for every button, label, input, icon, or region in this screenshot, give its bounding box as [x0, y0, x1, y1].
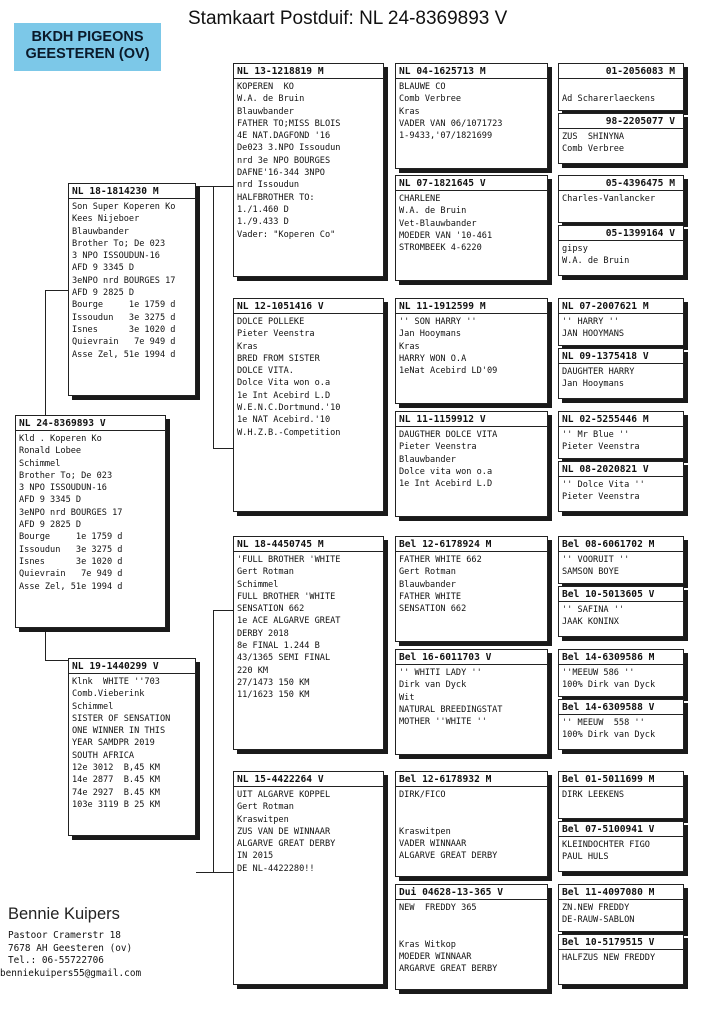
ring-number: Bel 10-5179515 V — [559, 935, 683, 950]
connector-mother-mf — [213, 610, 233, 611]
ring-number: NL 19-1440299 V — [69, 659, 195, 674]
connector-father-ff — [196, 186, 233, 187]
ring-number: Bel 07-5100941 V — [559, 822, 683, 837]
owner-contact — [0, 905, 142, 980]
ring-number: 05-1399164 V — [559, 226, 683, 241]
pigeon-details: FATHER WHITE 662 Gert Rotman Blauwbander FATHER WHITE SENSATION 662 — [399, 555, 482, 615]
ring-number: NL 13-1218819 M — [234, 64, 383, 79]
pigeon-card-g12 — [558, 699, 684, 750]
pigeon-card-g7 — [558, 411, 684, 459]
pigeon-card-g14 — [558, 821, 684, 872]
pigeon-details: NEW FREDDY 365 Kras Witkop MOEDER WINNAAR ARGARVE GREAT BERBY — [399, 903, 498, 975]
ring-number: Bel 01-5011699 M — [559, 772, 683, 787]
pigeon-card-fmf — [395, 298, 548, 404]
pigeon-card-g13 — [558, 771, 684, 819]
pigeon-card-father — [68, 183, 196, 396]
ring-number: 05-4396475 M — [559, 176, 683, 191]
pigeon-card-mff — [395, 536, 548, 642]
ring-number: Bel 14-6309586 M — [559, 650, 683, 665]
ring-number: Dui 04628-13-365 V — [396, 885, 547, 900]
pigeon-details: '' SAFINA '' JAAK KONINX — [562, 605, 625, 628]
connector-mother-vertical — [213, 610, 214, 872]
pigeon-details: Kld . Koperen Ko Ronald Lobee Schimmel Brother To; De 023 3 NPO ISSOUDUN-16 AFD 9 3345 D 3eNPO nrd BOURGES 17 AFD 9 2825 D Bourge 1e 1759 d Issoudun 3e 3275 d Isnes 3e 1020 d Quievrain 7e 949 d Asse Zel, 51e 1994 d — [19, 434, 123, 592]
ring-number: Bel 10-5013605 V — [559, 587, 683, 602]
ring-number: 98-2205077 V — [559, 114, 683, 129]
pigeon-details: Son Super Koperen Ko Kees Nijeboer Blauwbander Brother To; De 023 3 NPO ISSOUDUN-16 AFD 9 3345 D 3eNPO nrd BOURGES 17 AFD 9 2825 D Bourge 1e 1759 d Issoudun 3e 3275 d Isnes 3e 1020 d Quievrain 7e 949 d Asse Zel, 51e 1994 d — [72, 202, 176, 360]
ring-number: NL 11-1159912 V — [396, 412, 547, 427]
pigeon-card-mmm — [395, 884, 548, 990]
pigeon-card-g4 — [558, 225, 684, 276]
ring-number: NL 08-2020821 V — [559, 462, 683, 477]
pigeon-card-g1 — [558, 63, 684, 111]
ring-number: NL 11-1912599 M — [396, 299, 547, 314]
pigeon-card-ff — [233, 63, 384, 277]
pigeon-details: KLEINDOCHTER FIGO PAUL HULS — [562, 840, 650, 863]
pigeon-details: ZN.NEW FREDDY DE-RAUW-SABLON — [562, 903, 635, 926]
pigeon-details: Charles-Vanlancker — [562, 194, 656, 204]
pigeon-card-mmf — [395, 771, 548, 877]
pigeon-card-mother — [68, 658, 196, 836]
pigeon-details: UIT ALGARVE KOPPEL Gert Rotman Kraswitpen ZUS VAN DE WINNAAR ALGARVE GREAT DERBY IN 2015 DE NL-4422280!! — [237, 790, 336, 874]
pigeon-details: 'FULL BROTHER 'WHITE Gert Rotman Schimmel FULL BROTHER 'WHITE SENSATION 662 1e ACE ALGARVE GREAT DERBY 2018 8e FINAL 1.244 B 43/1365 SEMI FINAL 220 KM 27/1473 150 KM 11/1623 150 KM — [237, 555, 341, 701]
pigeon-card-g6 — [558, 348, 684, 399]
pigeon-card-g10 — [558, 586, 684, 637]
pigeon-card-mf — [233, 536, 384, 750]
pigeon-details: DOLCE POLLEKE Pieter Veenstra Kras BRED FROM SISTER DOLCE VITA. Dolce Vita won o.a 1e Int Acebird L.D W.E.N.C.Dortmund.'10 1e NAT Acebird.'10 W.H.Z.B.-Competition — [237, 317, 341, 438]
logo-line-1: BKDH PIGEONS — [31, 29, 144, 45]
ring-number: NL 09-1375418 V — [559, 349, 683, 364]
pigeon-details: DIRK/FICO Kraswitpen VADER WINNAAR ALGARVE GREAT DERBY — [399, 790, 498, 862]
page-title: Stamkaart Postduif: NL 24-8369893 V — [188, 8, 508, 29]
connector-mother-mm — [196, 872, 233, 873]
pigeon-details: '' MEEUW 558 '' 100% Dirk van Dyck — [562, 718, 656, 741]
owner-phone: Tel.: 06-55722706 — [8, 955, 104, 966]
owner-address-city: 7678 AH Geesteren (ov) — [8, 942, 133, 954]
connector-subject-mother — [45, 660, 68, 661]
pigeon-details: BLAUWE CO Comb Verbree Kras VADER VAN 06/1071723 1-9433,'07/1821699 — [399, 82, 503, 142]
ring-number: Bel 12-6178932 M — [396, 772, 547, 787]
ring-number: 01-2056083 M — [559, 64, 683, 79]
pigeon-card-g3 — [558, 175, 684, 223]
ring-number: NL 12-1051416 V — [234, 299, 383, 314]
pigeon-details: DAUGHTER HARRY Jan Hooymans — [562, 367, 635, 390]
pigeon-details: ''MEEUW 586 '' 100% Dirk van Dyck — [562, 668, 656, 691]
pigeon-card-mm — [233, 771, 384, 985]
pigeon-card-g16 — [558, 934, 684, 985]
pigeon-card-ffm — [395, 175, 548, 281]
pigeon-card-subject — [15, 415, 166, 628]
pigeon-details: CHARLENE W.A. de Bruin Vet-Blauwbander MOEDER VAN '10-461 STROMBEEK 4-6220 — [399, 194, 493, 254]
owner-email: benniekuipers55@gmail.com — [0, 967, 142, 979]
ring-number: NL 07-2007621 M — [559, 299, 683, 314]
connector-subject-mother-vertical — [45, 628, 46, 660]
pigeon-details: '' VOORUIT '' SAMSON BOYE — [562, 555, 630, 578]
ring-number: NL 04-1625713 M — [396, 64, 547, 79]
pigeon-card-g11 — [558, 649, 684, 697]
ring-number: Bel 12-6178924 M — [396, 537, 547, 552]
ring-number: NL 18-4450745 M — [234, 537, 383, 552]
pigeon-details: Ad Scharerlaeckens — [562, 94, 656, 105]
loft-logo — [14, 23, 161, 71]
pigeon-details: gipsy W.A. de Bruin — [562, 244, 630, 267]
ring-number: Bel 14-6309588 V — [559, 700, 683, 715]
pigeon-details: '' HARRY '' JAN HOOYMANS — [562, 317, 625, 340]
pigeon-details: DIRK LEEKENS — [562, 790, 625, 800]
pigeon-card-g5 — [558, 298, 684, 346]
connector-father-vertical — [213, 186, 214, 448]
pigeon-card-mfm — [395, 649, 548, 755]
pigeon-details: '' SON HARRY '' Jan Hooymans Kras HARRY WON O.A 1eNat Acebird LD'09 — [399, 317, 498, 377]
ring-number: NL 02-5255446 M — [559, 412, 683, 427]
pigeon-details: Klnk WHITE ''703 Comb.Vieberink Schimmel SISTER OF SENSATION ONE WINNER IN THIS YEAR SAMDPR 2019 SOUTH AFRICA 12e 3012 B,45 KM 14e 2877 B.45 KM 74e 2927 B.45 KM 103e 3119 B 25 KM — [72, 677, 171, 810]
connector-subject-father — [45, 290, 68, 291]
ring-number: NL 18-1814230 M — [69, 184, 195, 199]
ring-number: NL 07-1821645 V — [396, 176, 547, 191]
pigeon-details: KOPEREN KO W.A. de Bruin Blauwbander FATHER TO;MISS BLOIS 4E NAT.DAGFOND '16 De023 3.NPO Issoudun nrd 3e NPO BOURGES DAFNE'16-344 3NPO nrd Issoudun HALFBROTHER TO: 1./1.460 D 1./9.433 D Vader: "Koperen Co" — [237, 82, 341, 240]
pigeon-details: ZUS SHINYNA Comb Verbree — [562, 132, 625, 155]
ring-number: NL 15-4422264 V — [234, 772, 383, 787]
ring-number: Bel 08-6061702 M — [559, 537, 683, 552]
pigeon-details: '' Mr Blue '' Pieter Veenstra — [562, 430, 640, 453]
pigeon-details: DAUGTHER DOLCE VITA Pieter Veenstra Blauwbander Dolce vita won o.a 1e Int Acebird L.D — [399, 430, 498, 490]
logo-line-2: GEESTEREN (OV) — [25, 46, 150, 62]
pigeon-details: '' Dolce Vita '' Pieter Veenstra — [562, 480, 645, 503]
pigeon-card-fff — [395, 63, 548, 169]
pigeon-card-fm — [233, 298, 384, 512]
pigeon-card-g8 — [558, 461, 684, 512]
pigeon-card-g2 — [558, 113, 684, 164]
pigeon-card-g15 — [558, 884, 684, 932]
connector-father-fm — [213, 448, 233, 449]
owner-address-street: Pastoor Cramerstr 18 — [8, 930, 121, 941]
pigeon-card-fmm — [395, 411, 548, 517]
pigeon-details: '' WHITI LADY '' Dirk van Dyck Wit NATURAL BREEDINGSTAT MOTHER ''WHITE '' — [399, 668, 503, 728]
ring-number: Bel 16-6011703 V — [396, 650, 547, 665]
connector-subject-vertical — [45, 290, 46, 416]
pigeon-card-g9 — [558, 536, 684, 584]
pigeon-details: HALFZUS NEW FREDDY — [562, 953, 656, 963]
owner-name: Bennie Kuipers — [8, 905, 120, 923]
ring-number: Bel 11-4097080 M — [559, 885, 683, 900]
ring-number: NL 24-8369893 V — [16, 416, 165, 431]
